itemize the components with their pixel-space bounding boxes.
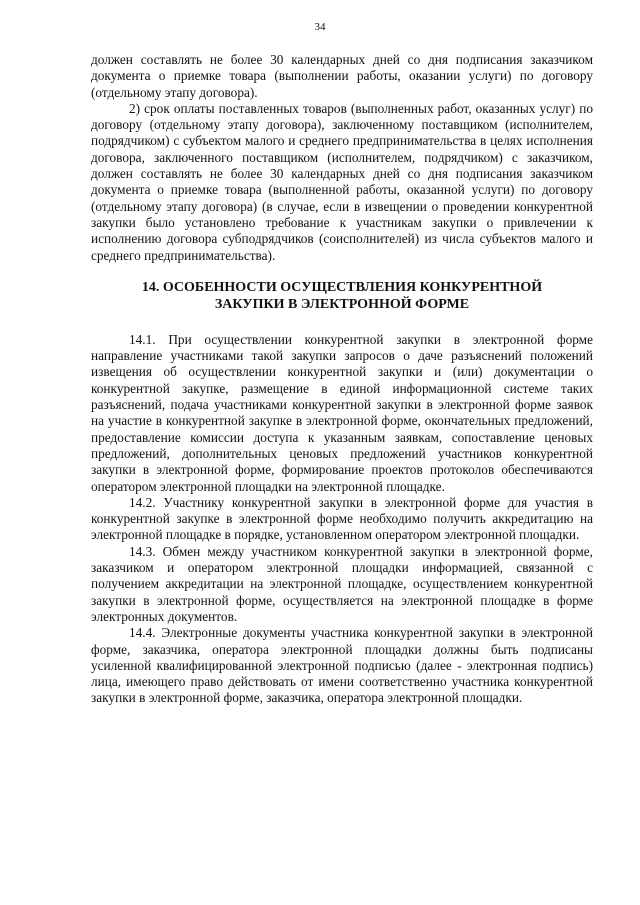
paragraph-continuation: должен составлять не более 30 календарных дней со дня подписания заказчиком документа о приемке товара (выполнении работы, оказании услуги) по договору (отдельному этапу договора). <box>91 52 593 100</box>
section-heading-line-1: 14. ОСОБЕННОСТИ ОСУЩЕСТВЛЕНИЯ КОНКУРЕНТНОЙ <box>141 279 543 295</box>
paragraph-item-2: 2) срок оплаты поставленных товаров (выполненных работ, оказанных услуг) по договору (отдельному этапу договора), заключенному поставщиком (исполнителем, подрядчиком) с субъектом малого и среднего предпринимательства в целях исполнения договора, заключенного поставщиком (исполнителем, подрядчиком) с заказчиком, должен составлять не более 30 календарных дней со дня подписания заказчиком документа о приемке товара (выполненной работы, оказанной услуги) по договору (отдельному этапу договора) (в случае, если в извещении о проведении конкурентной закупки было установлено требование к участникам закупки о привлечении к исполнению договора субподрядчиков (соисполнителей) из числа субъектов малого и среднего предпринимательства). <box>91 100 593 263</box>
paragraph-14-4: 14.4. Электронные документы участника конкурентной закупки в электронной форме, заказчика, оператора электронной площадки должны быть подписаны усиленной квалифицированной электронной подписью (далее - электронная подпись) лица, имеющего право действовать от имени соответственно участника конкурентной закупки в электронной форме, заказчика, оператора электронной площадки. <box>91 625 593 706</box>
paragraph-14-3: 14.3. Обмен между участником конкурентной закупки в электронной форме, заказчиком и оператором электронной площадки информацией, связанной с получением аккредитации на электронной площадке, осуществлением конкурентной закупки в электронной форме, осуществляется на электронной площадке в форме электронных документов. <box>91 543 593 624</box>
section-heading <box>91 279 593 313</box>
paragraph-14-2: 14.2. Участнику конкурентной закупки в электронной форме для участия в конкурентной закупке в электронной форме необходимо получить аккредитацию на электронной площадке в порядке, установленном оператором электронной площадки. <box>91 494 593 543</box>
document-body <box>91 52 593 707</box>
paragraph-14-1: 14.1. При осуществлении конкурентной закупки в электронной форме направление участниками такой закупки запросов о даче разъяснений положений извещения об осуществлении конкурентной закупки и (или) документации о конкурентной закупке, размещение в единой информационной системе таких разъяснений, подача участниками конкурентной закупки в электронной форме заявок на участие в конкурентной закупке в электронной форме, окончательных предложений, предоставление комиссии доступа к указанным заявкам, сопоставление ценовых предложений, дополнительных ценовых предложений участников конкурентной закупки в электронной форме, формирование проектов протоколов обеспечиваются оператором электронной площадки на электронной площадке. <box>91 331 593 494</box>
section-heading-line-2: ЗАКУПКИ В ЭЛЕКТРОННОЙ ФОРМЕ <box>214 296 470 312</box>
page-number: 34 <box>314 21 326 33</box>
